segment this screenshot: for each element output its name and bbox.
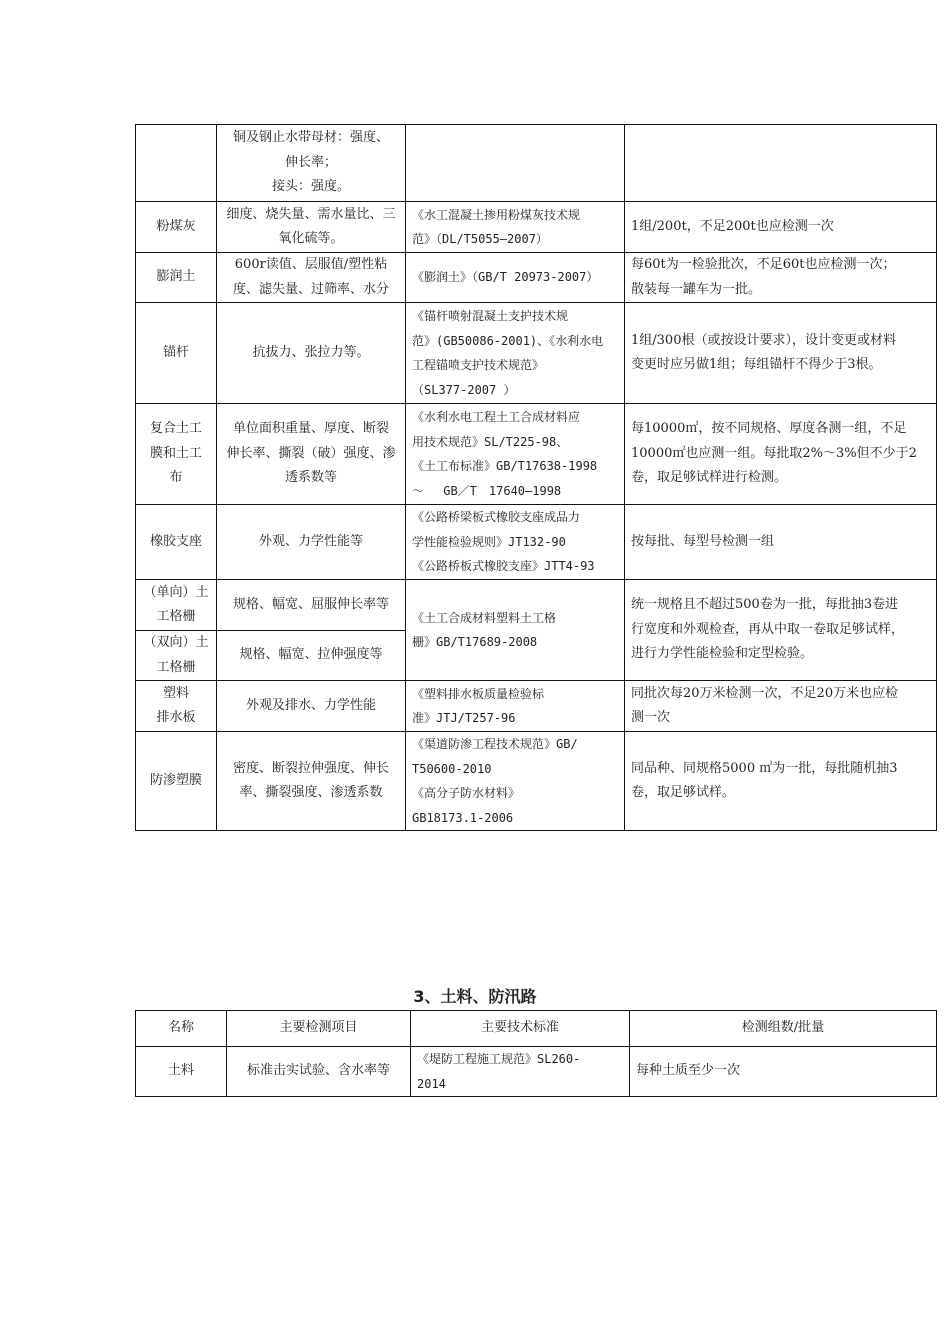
table-row bbox=[136, 404, 937, 505]
batch-cell-line: 行宽度和外观检查，再从中取一卷取足够试样， bbox=[631, 621, 905, 637]
batch-cell-line: 每种土质至少一次 bbox=[636, 1063, 741, 1079]
standard-cell bbox=[406, 732, 625, 831]
material-name-cell bbox=[136, 404, 217, 505]
batch-cell bbox=[625, 253, 937, 303]
standard-cell-line: 《膨润土》（GB/T 20973-2007） bbox=[412, 270, 599, 285]
test-items-cell-line: 规格、幅宽、拉伸强度等 bbox=[239, 647, 383, 663]
table-row bbox=[136, 580, 937, 631]
material-name-cell bbox=[136, 125, 217, 202]
material-name-cell-line: （双向）土 bbox=[143, 635, 209, 650]
standard-cell-line: 用技术规范》SL/T225-98、 bbox=[412, 434, 569, 449]
test-items-cell-line: 规格、幅宽、屈服伸长率等 bbox=[232, 596, 389, 612]
batch-cell-line: 散装每一罐车为一批。 bbox=[631, 281, 762, 297]
batch-cell bbox=[630, 1047, 937, 1097]
standard-cell bbox=[406, 303, 625, 404]
material-name-cell-line: 土料 bbox=[167, 1063, 194, 1079]
test-items-cell-line: 600r读值、层服值/塑性粘 bbox=[234, 257, 388, 272]
batch-cell bbox=[625, 404, 937, 505]
batch-cell-line: 按每批、每型号检测一组 bbox=[631, 533, 775, 549]
table-row bbox=[136, 125, 937, 202]
batch-cell bbox=[625, 681, 937, 732]
materials-table bbox=[135, 124, 937, 831]
standard-cell bbox=[406, 202, 625, 253]
standard-cell-line: 《塑料排水板质量检验标 bbox=[412, 686, 545, 701]
standard-cell bbox=[406, 253, 625, 303]
test-items-cell bbox=[217, 404, 406, 505]
material-name-cell bbox=[136, 202, 217, 253]
batch-cell-line: 变更时应另做1组；每组锚杆不得少于3根。 bbox=[631, 357, 882, 372]
test-items-cell-line: 透系数等 bbox=[284, 470, 337, 486]
test-items-cell bbox=[217, 303, 406, 404]
batch-cell-line: 进行力学性能检验和定型检验。 bbox=[631, 646, 814, 662]
soil-table bbox=[135, 1010, 937, 1097]
test-items-cell bbox=[217, 505, 406, 580]
table-row bbox=[136, 505, 937, 580]
standard-cell-line: 《渠道防渗工程技术规范》GB/ bbox=[412, 737, 578, 751]
standard-cell-line: 《水利水电工程土工合成材料应 bbox=[412, 410, 581, 424]
standard-cell-line: 《堤防工程施工规范》SL260- bbox=[417, 1052, 581, 1066]
material-name-cell bbox=[136, 732, 217, 831]
batch-cell bbox=[625, 732, 937, 831]
test-items-cell-line: 伸长率、撕裂（破）强度、渗 bbox=[226, 445, 396, 461]
material-name-cell bbox=[136, 580, 217, 631]
test-items-cell bbox=[217, 681, 406, 732]
material-name-cell-line: 膨润土 bbox=[156, 269, 196, 285]
test-items-cell bbox=[217, 732, 406, 831]
test-items-cell-line: 伸长率； bbox=[284, 154, 337, 170]
batch-cell bbox=[625, 125, 937, 202]
material-name-cell-line: 排水板 bbox=[156, 710, 196, 725]
column-header: 主要技术标准 bbox=[411, 1011, 630, 1047]
material-name-cell-line: 防渗塑膜 bbox=[149, 772, 202, 788]
material-name-cell-line: 工格栅 bbox=[156, 659, 196, 675]
test-items-cell-line: 度、滤失量、过筛率、水分 bbox=[232, 281, 389, 297]
test-items-cell bbox=[217, 125, 406, 202]
table-row bbox=[136, 1047, 937, 1097]
material-name-cell-line: 工格栅 bbox=[156, 609, 196, 624]
standard-cell-line: 学性能检验规则》JT132-90 bbox=[412, 534, 566, 549]
batch-cell-line: 卷，取足够试样。 bbox=[631, 785, 736, 800]
column-header: 检测组数/批量 bbox=[630, 1011, 937, 1047]
material-name-cell-line: 布 bbox=[169, 470, 183, 486]
test-items-cell-line: 外观、力学性能等 bbox=[258, 533, 363, 549]
standard-cell-line: 范》(GB50086-2001)、《水利水电 bbox=[412, 333, 604, 348]
material-name-cell-line: 锚杆 bbox=[162, 344, 189, 360]
batch-cell-line: 同品种、同规格5000 ㎡为一批，每批随机抽3 bbox=[631, 760, 898, 776]
column-header: 主要检测项目 bbox=[227, 1011, 411, 1047]
batch-cell-line: 每60t为一检验批次，不足60t也应检测一次； bbox=[631, 257, 896, 272]
test-items-cell bbox=[227, 1047, 411, 1097]
column-header: 名称 bbox=[136, 1011, 227, 1047]
test-items-cell-line: 单位面积重量、厚度、断裂 bbox=[232, 421, 389, 437]
test-items-cell-line: 密度、断裂拉伸强度、伸长 bbox=[232, 760, 389, 776]
material-name-cell-line: 橡胶支座 bbox=[149, 533, 202, 549]
material-name-cell bbox=[136, 1047, 227, 1097]
standard-cell-line: 《水工混凝土掺用粉煤灰技术规 bbox=[412, 207, 581, 222]
batch-cell-line: 测一次 bbox=[631, 710, 671, 725]
material-name-cell bbox=[136, 631, 217, 681]
table-row bbox=[136, 202, 937, 253]
batch-cell bbox=[625, 580, 937, 681]
material-name-cell-line: 膜和土工 bbox=[149, 445, 202, 461]
batch-cell-line: 统一规格且不超过500卷为一批，每批抽3卷进 bbox=[631, 597, 899, 613]
batch-cell bbox=[625, 303, 937, 404]
standard-cell-line: 栅》GB/T17689-2008 bbox=[412, 635, 538, 649]
test-items-cell-line: 率、撕裂强度、渗透系数 bbox=[239, 785, 383, 800]
table-row bbox=[136, 732, 937, 831]
material-name-cell-line: 塑料 bbox=[162, 685, 189, 701]
standard-cell bbox=[411, 1047, 630, 1097]
material-name-cell bbox=[136, 505, 217, 580]
table-row bbox=[136, 253, 937, 303]
test-items-cell bbox=[217, 202, 406, 253]
test-items-cell-line: 氧化硫等。 bbox=[278, 231, 344, 246]
standard-cell-line: 《公路桥板式橡胶支座》JTT4-93 bbox=[412, 559, 595, 574]
header-row bbox=[136, 1011, 937, 1047]
test-items-cell-line: 铜及钢止水带母材：强度、 bbox=[232, 130, 389, 146]
standard-cell-line: ～ GB／T 17640—1998 bbox=[412, 483, 562, 498]
standard-cell bbox=[406, 580, 625, 681]
test-items-cell bbox=[217, 631, 406, 681]
test-items-cell bbox=[217, 253, 406, 303]
table-row bbox=[136, 681, 937, 732]
table-row bbox=[136, 303, 937, 404]
standard-cell-line: 2014 bbox=[417, 1076, 446, 1091]
standard-cell-line: 《公路桥梁板式橡胶支座成品力 bbox=[412, 510, 581, 525]
standard-cell-line: GB18173.1-2006 bbox=[412, 810, 514, 825]
standard-cell-line: 《锚杆喷射混凝土支护技术规 bbox=[412, 309, 569, 323]
test-items-cell-line: 接头：强度。 bbox=[271, 179, 350, 195]
material-name-cell-line: 粉煤灰 bbox=[156, 218, 196, 234]
section-title: 3、土料、防汛路 bbox=[413, 987, 537, 1006]
material-name-cell-line: （单向）土 bbox=[143, 584, 209, 600]
test-items-cell bbox=[217, 580, 406, 631]
batch-cell-line: 1组/300根（或按设计要求），设计变更或材料 bbox=[631, 332, 896, 348]
test-items-cell-line: 外观及排水、力学性能 bbox=[245, 697, 376, 713]
standard-cell bbox=[406, 125, 625, 202]
standard-cell-line: T50600-2010 bbox=[412, 761, 492, 776]
standard-cell-line: 范》（DL/T5055—2007） bbox=[412, 232, 548, 246]
standard-cell-line: 《土工合成材料塑料土工格 bbox=[412, 610, 557, 625]
batch-cell-line: 10000㎡也应测一组。每批取2%～3%但不少于2 bbox=[631, 445, 917, 461]
batch-cell bbox=[625, 505, 937, 580]
batch-cell-line: 1组/200t，不足200t也应检测一次 bbox=[631, 218, 834, 234]
batch-cell bbox=[625, 202, 937, 253]
batch-cell-line: 卷，取足够试样进行检测。 bbox=[631, 470, 788, 486]
standard-cell-line: 准》JTJ/T257-96 bbox=[412, 711, 516, 725]
test-items-cell-line: 细度、烧失量、需水量比、三 bbox=[226, 206, 396, 222]
batch-cell-line: 同批次每20万米检测一次，不足20万米也应检 bbox=[631, 685, 899, 701]
standard-cell-line: 《土工布标准》GB/T17638-1998 bbox=[412, 459, 598, 473]
material-name-cell bbox=[136, 303, 217, 404]
standard-cell-line: （SL377-2007 ） bbox=[412, 382, 516, 397]
test-items-cell-line: 抗拔力、张拉力等。 bbox=[252, 344, 370, 360]
test-items-cell-line: 标准击实试验、含水率等 bbox=[246, 1063, 390, 1079]
standard-cell-line: 《高分子防水材料》 bbox=[412, 786, 521, 800]
standard-cell bbox=[406, 681, 625, 732]
standard-cell bbox=[406, 404, 625, 505]
material-name-cell bbox=[136, 681, 217, 732]
material-name-cell bbox=[136, 253, 217, 303]
standard-cell bbox=[406, 505, 625, 580]
standard-cell-line: 工程锚喷支护技术规范》 bbox=[412, 358, 545, 372]
batch-cell-line: 每10000㎡，按不同规格、厚度各测一组，不足 bbox=[631, 421, 907, 437]
material-name-cell-line: 复合土工 bbox=[149, 421, 202, 437]
